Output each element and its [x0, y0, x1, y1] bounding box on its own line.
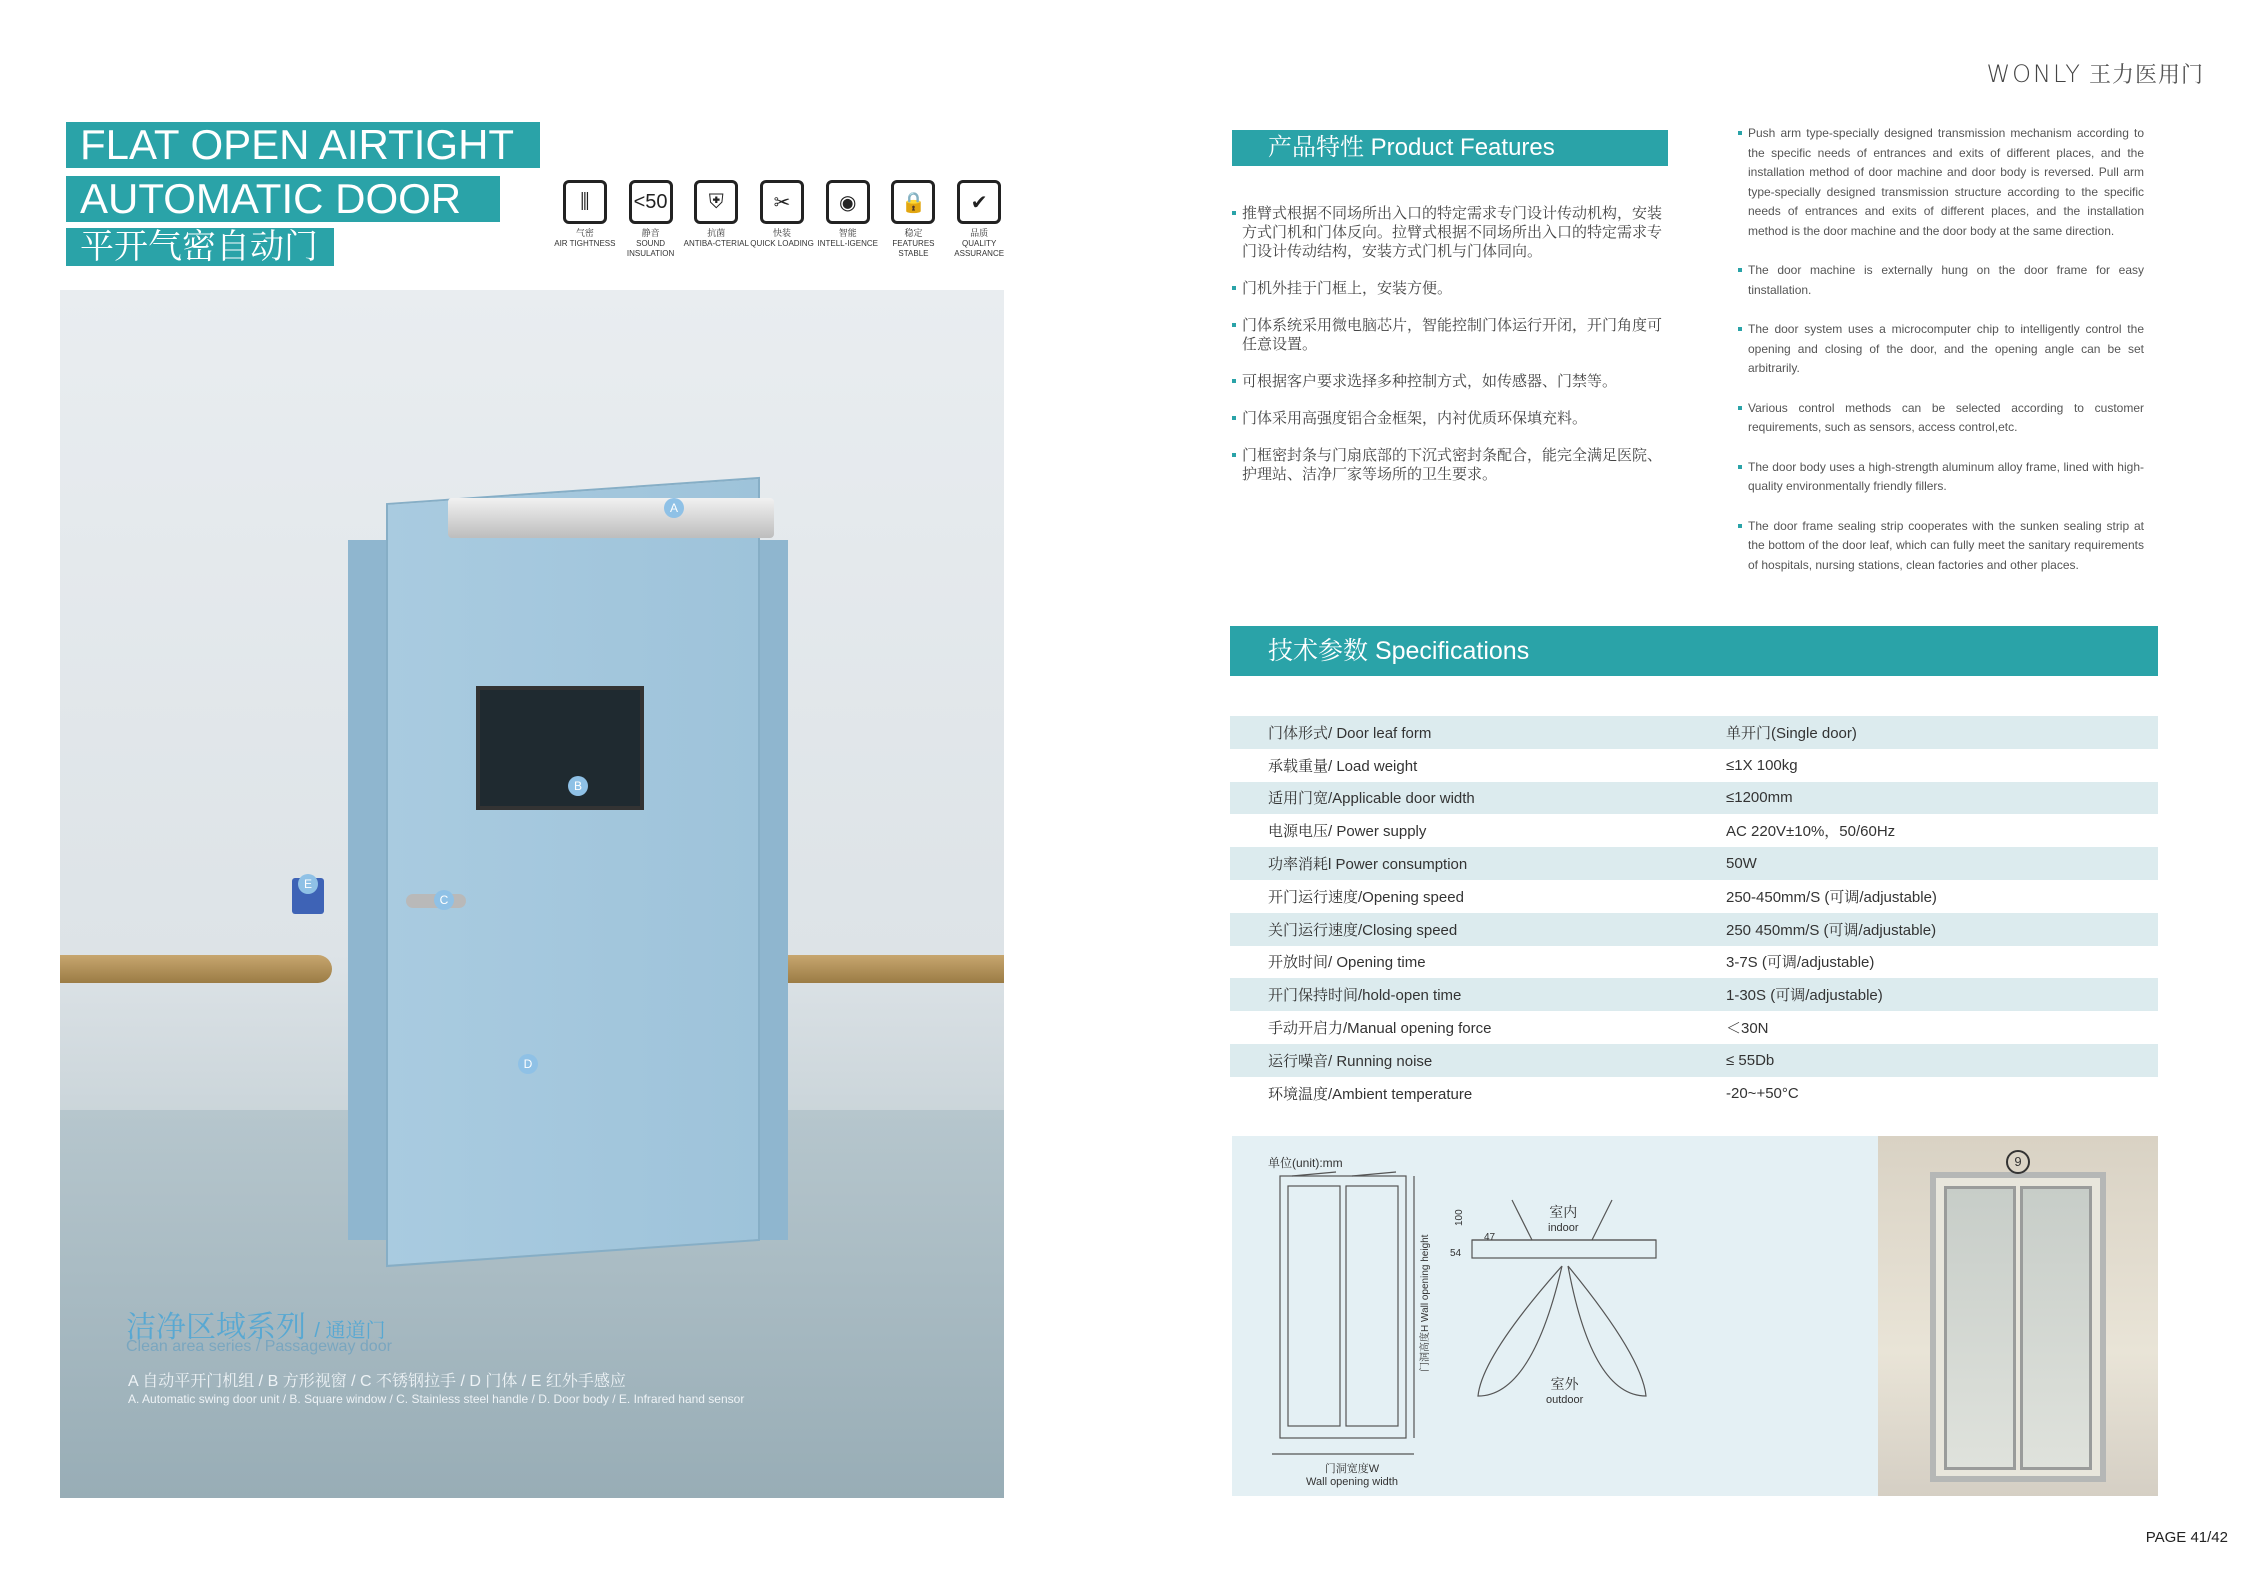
feature-icon-en: QUALITY ASSURANCE: [954, 239, 1005, 258]
airtight-icon: ⫼: [563, 180, 607, 224]
series-cn-sub: / 通道门: [314, 1320, 386, 1342]
photo-badge: 9: [2006, 1150, 2030, 1174]
specs-heading: 技术参数 Specifications: [1230, 626, 2158, 676]
feature-cn-item: 门体采用高强度铝合金框架，内衬优质环保填充料。: [1232, 409, 1672, 428]
series-cn: 洁净区域系列: [126, 1311, 306, 1344]
spec-value: AC 220V±10%，50/60Hz: [1726, 823, 1896, 841]
spec-value: 单开门(Single door): [1726, 724, 1857, 742]
label-a: A: [664, 498, 684, 518]
spec-value: -20~+50°C: [1726, 1084, 1799, 1102]
feature-cn-item: 门体系统采用微电脑芯片，智能控制门体运行开闭，开门角度可任意设置。: [1232, 316, 1672, 354]
feature-icon-cn: 品质: [970, 228, 989, 238]
specs-table: [1230, 716, 2158, 1110]
indoor-label: [1548, 1202, 1579, 1234]
feature-cn-item: 推臂式根据不同场所出入口的特定需求专门设计传动机构，安装方式门机和门体反向。拉臂式根据不同场所出入口的特定需求专门设计传动结构，安装方式门机与门体同向。: [1232, 204, 1672, 261]
square-window: [476, 686, 644, 810]
spec-key: 功率消耗l Power consumption: [1268, 856, 1468, 874]
door-photo: [60, 290, 1004, 1498]
label-d: D: [518, 1054, 538, 1074]
feature-icons: [552, 180, 1012, 270]
spec-value: 250-450mm/S (可调/adjustable): [1726, 888, 1937, 906]
spec-key: 环境温度/Ambient temperature: [1268, 1085, 1473, 1103]
feature-icon-cn: 气密: [575, 228, 594, 238]
feature-icon-cn: 快装: [773, 228, 792, 238]
stable-features-icon: 🔒: [891, 180, 935, 224]
spec-row: [1230, 814, 2158, 847]
spec-key: 承载重量/ Load weight: [1268, 757, 1418, 775]
unit-label: 单位(unit):mm: [1268, 1156, 1343, 1170]
photo-leaf-left: [1944, 1186, 2016, 1470]
spec-key: 电源电压/ Power supply: [1268, 823, 1427, 841]
door-closer-unit: [448, 498, 774, 538]
outdoor-cn: 室外: [1550, 1376, 1579, 1392]
feature-en-item: The door machine is externally hung on the door frame for easy tinstallation.: [1738, 261, 2144, 300]
features-heading: 产品特性 Product Features: [1232, 130, 1668, 166]
feature-icon-en: AIR TIGHTNESS: [554, 239, 616, 248]
title-cn: 平开气密自动门: [66, 228, 334, 266]
outdoor-label: [1546, 1374, 1583, 1406]
brand-name: 王力医用门: [2088, 62, 2204, 87]
spec-key: 手动开启力/Manual opening force: [1268, 1020, 1492, 1038]
components-cn: A 自动平开门机组 / B 方形视窗 / C 不锈钢拉手 / D 门体 / E 红外手感应: [128, 1373, 626, 1390]
outdoor-en: outdoor: [1546, 1394, 1584, 1406]
spec-key: 开门运行速度/Opening speed: [1268, 888, 1464, 906]
drawing-svg: [1232, 1136, 1878, 1496]
feature-icon-item: [881, 180, 947, 270]
feature-icon-item: [815, 180, 881, 270]
spec-value: ≤1X 100kg: [1726, 756, 1798, 774]
spec-value: 250 450mm/S (可调/adjustable): [1726, 921, 1937, 939]
feature-cn-item: 门框密封条与门扇底部的下沉式密封条配合，能完全满足医院、护理站、洁净厂家等场所的卫生要求。: [1232, 446, 1672, 484]
feature-cn-item: 可根据客户要求选择多种控制方式，如传感器、门禁等。: [1232, 372, 1672, 391]
components-en: A. Automatic swing door unit / B. Square window / C. Stainless steel handle / D. Door body / E. Infrared hand sensor: [128, 1392, 745, 1406]
label-b: B: [568, 776, 588, 796]
spec-row: [1230, 716, 2158, 749]
features-en-list: [1738, 124, 2144, 595]
feature-icon-en: SOUND INSULATION: [626, 239, 675, 258]
feature-en-item: Push arm type-specially designed transmission mechanism according to the specific needs of entrances and exits of different places, and the installation method of door machine and door body is reversed. Pull arm type-specially designed transmission structure according to the specific needs of entrances and exits of different places, and the installation method is the door machine and the door body at the same direction.: [1738, 124, 2144, 241]
feature-icon-en: FEATURES STABLE: [892, 239, 935, 258]
spec-key: 关门运行速度/Closing speed: [1268, 921, 1458, 939]
spec-value: 50W: [1726, 855, 1757, 873]
intelligence-icon: ◉: [826, 180, 870, 224]
spec-key: 门体形式/ Door leaf form: [1268, 724, 1432, 742]
label-e: E: [298, 874, 318, 894]
width-cn: 门洞宽度W: [1324, 1463, 1380, 1475]
feature-icon-cn: 稳定: [904, 228, 923, 238]
label-c: C: [434, 890, 454, 910]
feature-en-item: The door system uses a microcomputer chip to intelligently control the opening and closing of the door, and the opening angle can be set arbitrarily.: [1738, 320, 2144, 379]
spec-row: [1230, 782, 2158, 815]
handrail-left: [60, 955, 332, 983]
spec-value: ≤ 55Db: [1726, 1051, 1775, 1069]
indoor-cn: 室内: [1549, 1204, 1578, 1220]
width-label: [1292, 1460, 1412, 1488]
spec-value: 1-30S (可调/adjustable): [1726, 987, 1883, 1005]
height-label: 门洞高度H Wall opening height: [1420, 1234, 1431, 1372]
spec-row: [1230, 978, 2158, 1011]
feature-icon-en: QUICK LOADING: [750, 239, 814, 248]
brand-header: [1986, 58, 2204, 89]
feature-icon-item: [618, 180, 684, 270]
spec-row: [1230, 1011, 2158, 1044]
spec-value: ＜30N: [1726, 1020, 1769, 1038]
spec-row: [1230, 946, 2158, 979]
installed-door-photo: [1878, 1136, 2158, 1496]
spec-value: 3-7S (可调/adjustable): [1726, 954, 1875, 972]
quick-loading-icon: ✂: [760, 180, 804, 224]
feature-cn-item: 门机外挂于门框上，安装方便。: [1232, 279, 1672, 298]
feature-icon-cn: 静音: [641, 228, 660, 238]
indoor-en: indoor: [1548, 1222, 1579, 1234]
page-number: PAGE 41/42: [2145, 1529, 2228, 1546]
feature-en-item: The door frame sealing strip cooperates with the sunken sealing strip at the bottom of the door leaf, which can fully meet the sanitary requirements of hospitals, nursing stations, clean factories and other places.: [1738, 517, 2144, 576]
technical-drawing: [1232, 1136, 1878, 1496]
spec-row: [1230, 1077, 2158, 1110]
title-line-2: AUTOMATIC DOOR: [66, 176, 500, 222]
feature-icon-item: [552, 180, 618, 270]
dim-100: 100: [1454, 1209, 1465, 1226]
dim-54: 54: [1450, 1248, 1462, 1259]
feature-en-item: The door body uses a high-strength aluminum alloy frame, lined with high-quality environmentally friendly fillers.: [1738, 458, 2144, 497]
feature-en-item: Various control methods can be selected according to customer requirements, such as sensors, access control,etc.: [1738, 399, 2144, 438]
feature-icon-item: [749, 180, 815, 270]
feature-icon-item: [946, 180, 1012, 270]
feature-icon-en: ANTIBA-CTERIAL: [683, 239, 749, 248]
spec-row: [1230, 880, 2158, 913]
feature-icon-cn: 抗菌: [707, 228, 726, 238]
door-leaf-left: [1288, 1186, 1340, 1426]
feature-icon-cn: 智能: [838, 228, 857, 238]
width-en: Wall opening width: [1306, 1476, 1398, 1488]
spec-row: [1230, 913, 2158, 946]
spec-row: [1230, 1044, 2158, 1077]
spec-key: 开放时间/ Opening time: [1268, 954, 1426, 972]
spec-key: 运行噪音/ Running noise: [1268, 1052, 1433, 1070]
spec-value: ≤1200mm: [1726, 789, 1793, 807]
spec-row: [1230, 749, 2158, 782]
brand-logo: WONLY: [1986, 60, 2082, 88]
door-elevation-frame: [1280, 1176, 1406, 1438]
quality-assurance-icon: ✔: [957, 180, 1001, 224]
antibacterial-icon: ⛨: [694, 180, 738, 224]
door-body: [386, 477, 760, 1267]
spec-key: 开门保持时间/hold-open time: [1268, 987, 1462, 1005]
door-leaf-right: [1346, 1186, 1398, 1426]
plan-closer: [1472, 1240, 1656, 1258]
title-line-1: FLAT OPEN AIRTIGHT: [66, 122, 540, 168]
feature-icon-item: [683, 180, 749, 270]
spec-key: 适用门宽/Applicable door width: [1268, 790, 1475, 808]
series-en: Clean area series / Passageway door: [126, 1338, 392, 1355]
sound-insulation-icon: <50: [629, 180, 673, 224]
feature-icon-en: INTELL-IGENCE: [817, 239, 878, 248]
features-cn-list: [1232, 204, 1672, 502]
handrail-right: [750, 955, 1004, 983]
dim-47: 47: [1484, 1232, 1496, 1243]
spec-row: [1230, 847, 2158, 880]
photo-leaf-right: [2020, 1186, 2092, 1470]
